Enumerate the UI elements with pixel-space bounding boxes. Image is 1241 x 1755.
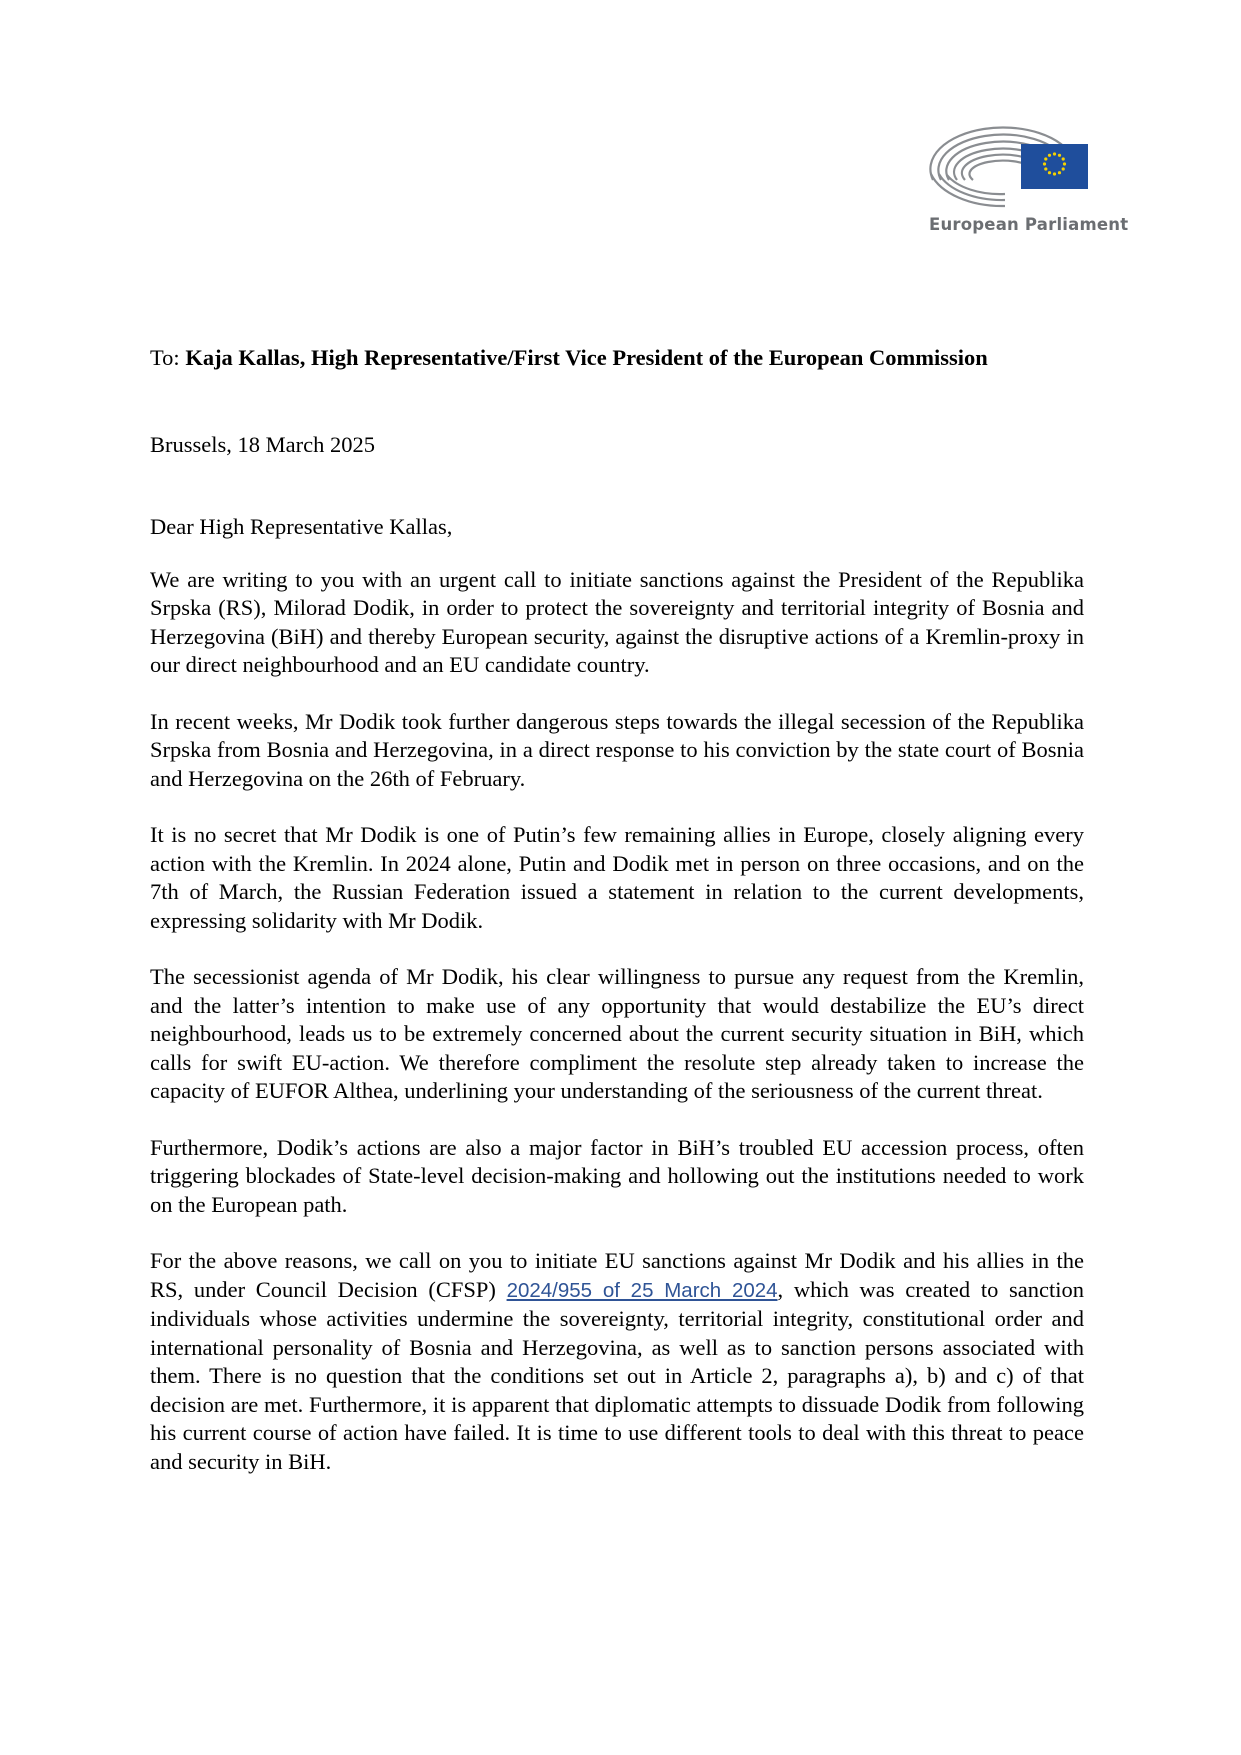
logo-text: European Parliament (929, 215, 1129, 234)
hemicycle-icon (925, 118, 1105, 213)
recipient-line (150, 344, 1084, 373)
eu-flag (1021, 144, 1088, 189)
paragraph-3: It is no secret that Mr Dodik is one of Putin’s few remaining allies in Europe, closely aligning every action with the Kremlin. In 2024 alone, Putin and Dodik met in person on three occasions, and on the 7th of March, the Russian Federation issued a statement in relation to the current developments, expressing solidarity with Mr Dodik. (150, 822, 1084, 933)
paragraph-2: In recent weeks, Mr Dodik took further dangerous steps towards the illegal secession of the Republika Srpska from Bosnia and Herzegovina, in a direct response to his conviction by the state court of Bosnia and Herzegovina on the 26th of February. (150, 708, 1084, 791)
paragraph-5: Furthermore, Dodik’s actions are also a major factor in BiH’s troubled EU accession process, often triggering blockades of State-level decision-making and hollowing out the institutions needed to work on the European path. (150, 1134, 1084, 1217)
council-decision-link[interactable]: 2024/955 of 25 March 2024 (506, 1278, 778, 1302)
european-parliament-logo (925, 118, 1129, 248)
recipient-name: Kaja Kallas, High Representative/First Vice President of the European Commission (185, 345, 988, 370)
paragraph-1: We are writing to you with an urgent call to initiate sanctions against the President of the Republika Srpska (RS), Milorad Dodik, in order to protect the sovereignty and territorial integrity of Bosnia and Herzegovina (BiH) and thereby European security, against the disruptive actions of a Kremlin-proxy in our direct neighbourhood and an EU candidate country. (150, 566, 1084, 677)
paragraph-6-start: For the above reasons, we call on you to initiate EU sanctions against Mr Dodik and his allies in the RS, under Council Decision (CFSP) (150, 1248, 1084, 1302)
to-label: To: (150, 345, 180, 370)
paragraph-6-end: , which was created to sanction individuals whose activities undermine the sovereignty, territorial integrity, constitutional order and international personality of Bosnia and Herzegovina, as well as to sanction persons associated with them. There is no question that the conditions set out in Article 2, paragraphs a), b) and c) of that decision are met. Furthermore, it is apparent that diplomatic attempts to dissuade Dodik from following his current course of action have failed. It is time to use different tools to deal with this threat to peace and security in BiH. (150, 1276, 1084, 1474)
paragraph-6 (150, 1247, 1084, 1476)
letter-date: Brussels, 18 March 2025 (150, 431, 375, 457)
paragraph-4: The secessionist agenda of Mr Dodik, his clear willingness to pursue any request from the Kremlin, and the latter’s intention to make use of any opportunity that would destabilize the EU’s direct neighbourhood, leads us to be extremely concerned about the current security situation in BiH, which calls for swift EU-action. We therefore compliment the resolute step already taken to increase the capacity of EUFOR Althea, underlining your understanding of the seriousness of the current threat. (150, 964, 1084, 1103)
salutation: Dear High Representative Kallas, (150, 514, 453, 539)
letter-body (150, 344, 1084, 1504)
